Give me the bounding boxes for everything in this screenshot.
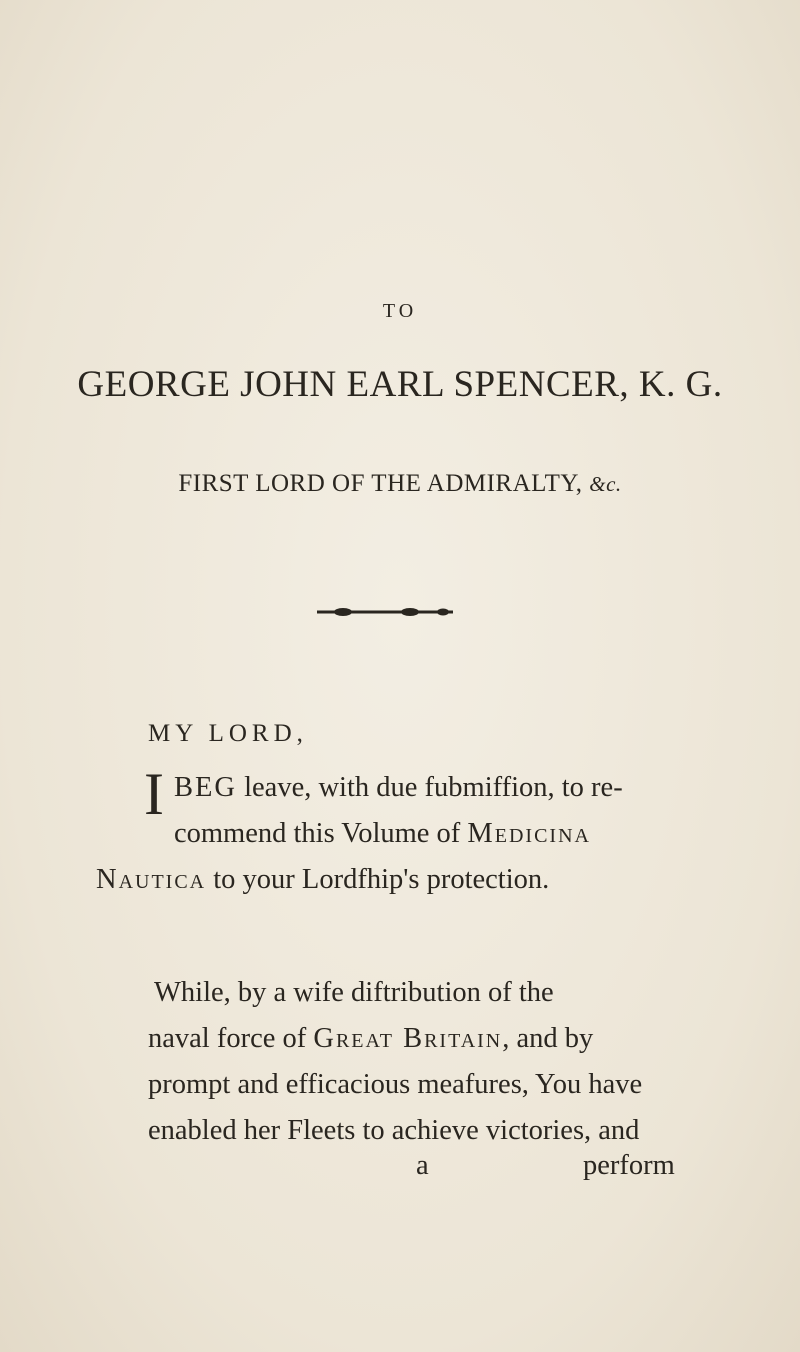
- salutation: MY LORD,: [148, 720, 308, 747]
- text-line: [148, 811, 688, 857]
- drop-cap: I: [144, 761, 164, 827]
- ornament-rule: [315, 602, 455, 622]
- text-line: [96, 857, 688, 903]
- nation-name: Great Britain: [313, 1023, 503, 1054]
- text-line: enabled her Fleets to achieve victories, and: [148, 1115, 640, 1146]
- book-title-word: Nautica: [96, 864, 207, 895]
- office-title: FIRST LORD OF THE ADMIRALTY,: [178, 470, 583, 497]
- signature-mark: a: [416, 1150, 429, 1181]
- office-etc: &c.: [589, 472, 622, 496]
- text-line: [148, 765, 688, 811]
- text-line: [148, 1016, 688, 1062]
- line-text: naval force of: [148, 1023, 314, 1054]
- dedicatee-name: GEORGE JOHN EARL SPENCER, K. G.: [77, 364, 723, 405]
- dedication-to: TO: [382, 300, 418, 322]
- line-text: leave, with due fubmiffion, to re-: [236, 772, 623, 803]
- line-text: , and by: [502, 1023, 594, 1054]
- line-text: to your Lordfhip's protection.: [206, 864, 550, 895]
- book-title-word: Medicina: [467, 818, 591, 849]
- paragraph-first: [96, 761, 688, 903]
- text-line: While, by a wife diftribution of the: [154, 977, 554, 1008]
- line-text: commend this Volume of: [173, 818, 468, 849]
- page-footer: [0, 1150, 800, 1190]
- text-line: prompt and efficacious meafures, You have: [148, 1069, 643, 1100]
- first-word: BEG: [173, 772, 237, 803]
- dedicatee-office: [0, 470, 800, 498]
- paragraph-second: [148, 970, 688, 1154]
- catchword: perform: [583, 1150, 675, 1181]
